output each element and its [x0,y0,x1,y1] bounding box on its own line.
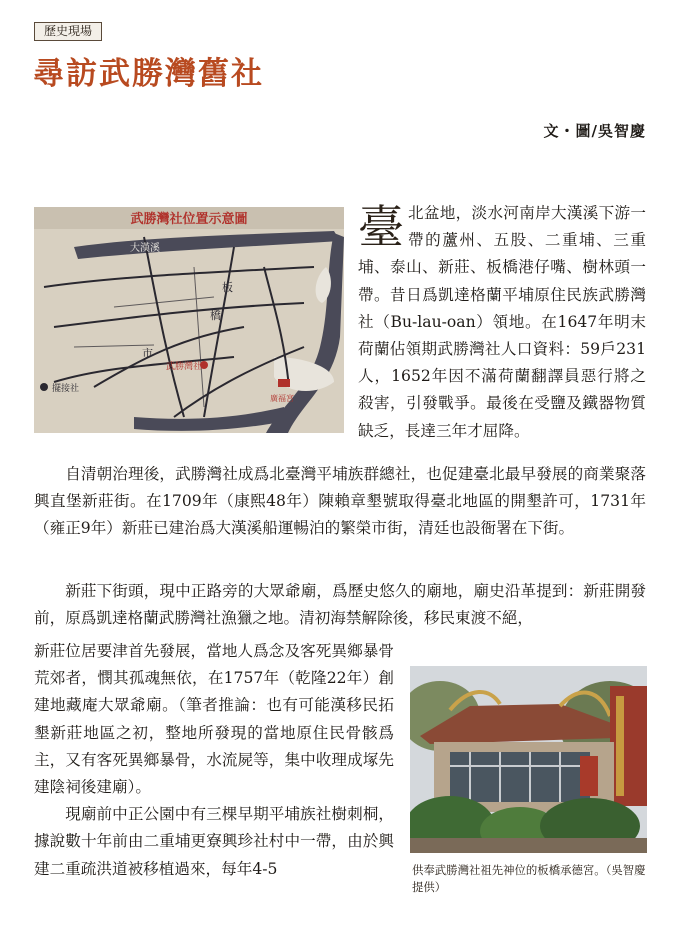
map-label-temple: 廣福宮 [270,394,294,403]
intro-text: 北盆地，淡水河南岸大漢溪下游一帶的蘆州、五股、二重埔、三重埔、泰山、新莊、板橋港仔嘴、樹林頭一帶。昔日爲凱達格蘭平埔原住民族武勝灣社（Bu-lau-oan）領地。在1647年明末荷蘭佔領期武勝灣社人口資料：59戶231人，1652年因不滿荷蘭翻譯員惡行將之殺害，引發戰爭。最後在受鹽及鐵器物質缺乏，長達三年才屈降。 [358,204,646,440]
map-label-river: 大漢溪 [130,243,160,254]
left-column [34,638,394,883]
map-station-dot [40,383,48,391]
map-label-site: 武勝灣社 [166,362,203,372]
map-label-station: 擺接社 [52,384,80,394]
article-title: 尋訪武勝灣舊社 [33,56,264,92]
map-label-city: 市 [142,347,153,360]
paragraph-1: 自清朝治理後，武勝灣社成爲北臺灣平埔族群總社，也促建臺北最早發展的商業聚落興直堡新莊街。在1709年（康熙48年）陳賴章墾號取得臺北地區的開墾許可，1731年（雍正9年）新莊已建治爲大漢溪船運暢泊的繁榮市街，清廷也設衙署在下街。 [34,465,646,538]
paragraph-3: 新莊位居要津首先發展，當地人爲念及客死異鄉暴骨荒郊者，憫其孤魂無依，在1757年（乾隆22年）創建地藏庵大眾爺廟。（筆者推論：也有可能漢移民拓墾新莊地區之初，整地所發現的當地原住民骨骸爲主，又有客死異鄉暴骨，水流屍等，集中收理成塚先建陰祠後建廟）。 [34,642,394,797]
map-drawing [34,207,344,433]
map-label-bridge: 橋 [210,309,221,322]
photo-caption: 供奉武勝灣社祖先神位的板橋承德宮。（吳智慶提供） [412,863,646,894]
map-label-plank: 板 [222,281,233,294]
intro-paragraph [358,200,646,445]
paragraph-2: 新莊下街頭，現中正路旁的大眾爺廟，爲歷史悠久的廟地，廟史沿革提到：新莊開發前，原爲凱達格蘭武勝灣社漁獵之地。清初海禁解除後，移民東渡不絕， [34,582,646,628]
map-temple-marker [278,379,290,387]
temple-photo [410,666,647,853]
author-credit: 文・圖/吳智慶 [543,122,646,140]
map-image [34,207,344,433]
section-tag: 歷史現場 [34,22,102,41]
temple-photo-drawing [410,666,647,853]
paragraph-4: 現廟前中正公園中有三棵早期平埔族社樹刺桐，據說數十年前由二重埔更寮興珍社村中一帶，由於興建二重疏洪道被移植過來，每年4-5 [34,805,394,878]
drop-cap: 臺 [358,200,404,254]
map-title: 武勝灣社位置示意圖 [130,212,248,227]
